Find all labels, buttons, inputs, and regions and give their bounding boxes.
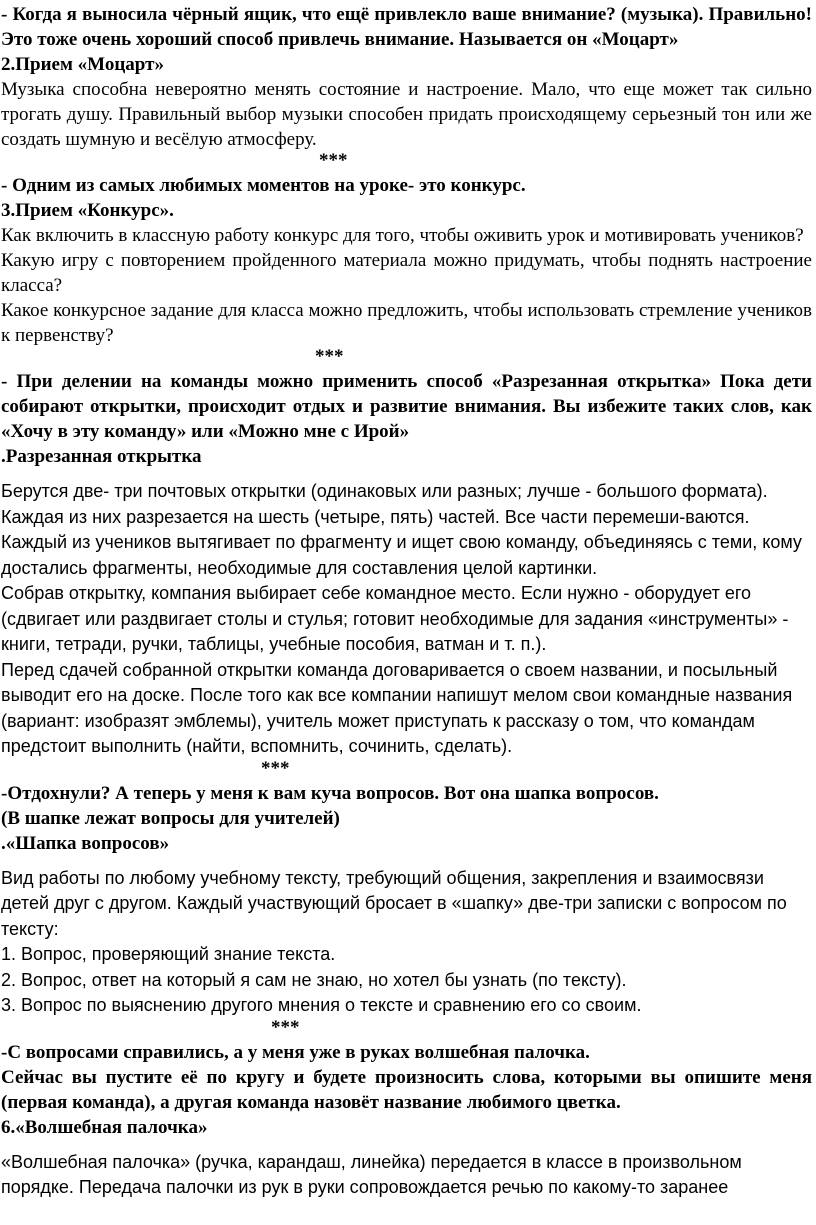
question-hat-description: Вид работы по любому учебному тексту, требующий общения, закрепления и взаимосвязи детей друг с другом. Каждый участвующий бросает в «шапку» две-три записки с вопросом по тексту: bbox=[1, 867, 787, 939]
cut-postcard-description: Берутся две- три почтовых открытки (одинаковых или разных; лучше - большого формата). Каждая из них разрезается на шесть (четыре, пять) частей. Все части перемеши-ваются. Каждый из учеников вытягивает по фрагменту и ищет свою команду, объединяясь с теми, кому достались фрагменты, необходимые для составления целой картинки. bbox=[1, 481, 802, 578]
teams-intro: - При делении на команды можно применить способ «Разрезанная открытка» Пока дети собирают открытки, происходит отдых и развитие внимания. Вы избежите таких слов, как «Хочу в эту команду» или «Можно мне с Ирой» bbox=[1, 371, 812, 442]
intro-black-box-paragraph: - Когда я выносила чёрный ящик, что ещё привлекло ваше внимание? (музыка). Правильно! Это тоже очень хороший способ привлечь внимание. Называется он «Моцарт» bbox=[1, 4, 812, 50]
spacer bbox=[1, 469, 812, 479]
mozart-description: Музыка способна невероятно менять состояние и настроение. Мало, что еще может так сильно трогать душу. Правильный выбор музыки способен придать происходящему серьезный тон или же создать шумную и весёлую атмосферу. bbox=[1, 79, 812, 150]
contest-question-2: Какую игру с повторением пройденного материала можно придумать, чтобы поднять настроение класса? bbox=[1, 250, 812, 296]
separator-stars: *** bbox=[315, 346, 344, 367]
question-list-item: 2. Вопрос, ответ на который я сам не знаю, но хотел бы узнать (по тексту). bbox=[1, 969, 627, 990]
question-list-item: 3. Вопрос по выяснению другого мнения о тексте и сравнению его со своим. bbox=[1, 995, 642, 1015]
heading-cut-postcard: .Разрезанная открытка bbox=[1, 446, 202, 467]
magic-wand-description: «Волшебная палочка» (ручка, карандаш, линейка) передается в классе в произвольном порядке. Передача палочки из рук в руки сопровождается речью по какому-то заранее bbox=[1, 1151, 742, 1197]
heading-magic-wand: 6.«Волшебная палочка» bbox=[1, 1116, 208, 1138]
heading-contest: 3.Прием «Конкурс». bbox=[1, 200, 174, 221]
heading-mozart: 2.Прием «Моцарт» bbox=[1, 54, 164, 75]
contest-question-1: Как включить в классную работу конкурс для того, чтобы оживить урок и мотивировать учеников? bbox=[1, 225, 804, 246]
separator-stars: *** bbox=[271, 1016, 300, 1038]
questions-intro: -Отдохнули? А теперь у меня к вам куча вопросов. Вот она шапка вопросов. bbox=[1, 782, 659, 804]
cut-postcard-team-place: Собрав открытку, компания выбирает себе командное место. Если нужно - оборудует его (сдвигает или раздвигает столы и стулья; готовит необходимые для задания «инструменты» - книги, тетради, ручки, таблицы, учебные пособия, ватман и т. п.). bbox=[1, 583, 789, 654]
question-list-item: 1. Вопрос, проверяющий знание текста. bbox=[1, 944, 336, 964]
heading-question-hat: .«Шапка вопросов» bbox=[1, 832, 170, 854]
contest-question-3: Какое конкурсное задание для класса можно предложить, чтобы использовать стремление учеников к первенству? bbox=[1, 300, 812, 346]
cut-postcard-team-name: Перед сдачей собранной открытки команда договаривается о своем названии, и посыльный выводит его на доске. После того как все компании напишут мелом свои командные названия (вариант: изобразят эмблемы), учитель может приступать к рассказу о том, что командам предстоит выполнить (найти, вспомнить, сочинить, сделать). bbox=[1, 659, 793, 756]
contest-intro: - Одним из самых любимых моментов на уроке- это конкурс. bbox=[1, 175, 526, 196]
separator-stars: *** bbox=[261, 757, 290, 779]
separator-stars: *** bbox=[319, 150, 348, 171]
questions-hat-note: (В шапке лежат вопросы для учителей) bbox=[1, 807, 340, 829]
spacer bbox=[1, 856, 812, 866]
magic-wand-instructions: Сейчас вы пустите её по кругу и будете произносить слова, которыми вы опишите меня (первая команда), а другая команда назовёт название любимого цветка. bbox=[1, 1066, 812, 1113]
spacer bbox=[1, 1140, 812, 1150]
magic-wand-intro: -С вопросами справились, а у меня уже в руках волшебная палочка. bbox=[1, 1041, 590, 1063]
